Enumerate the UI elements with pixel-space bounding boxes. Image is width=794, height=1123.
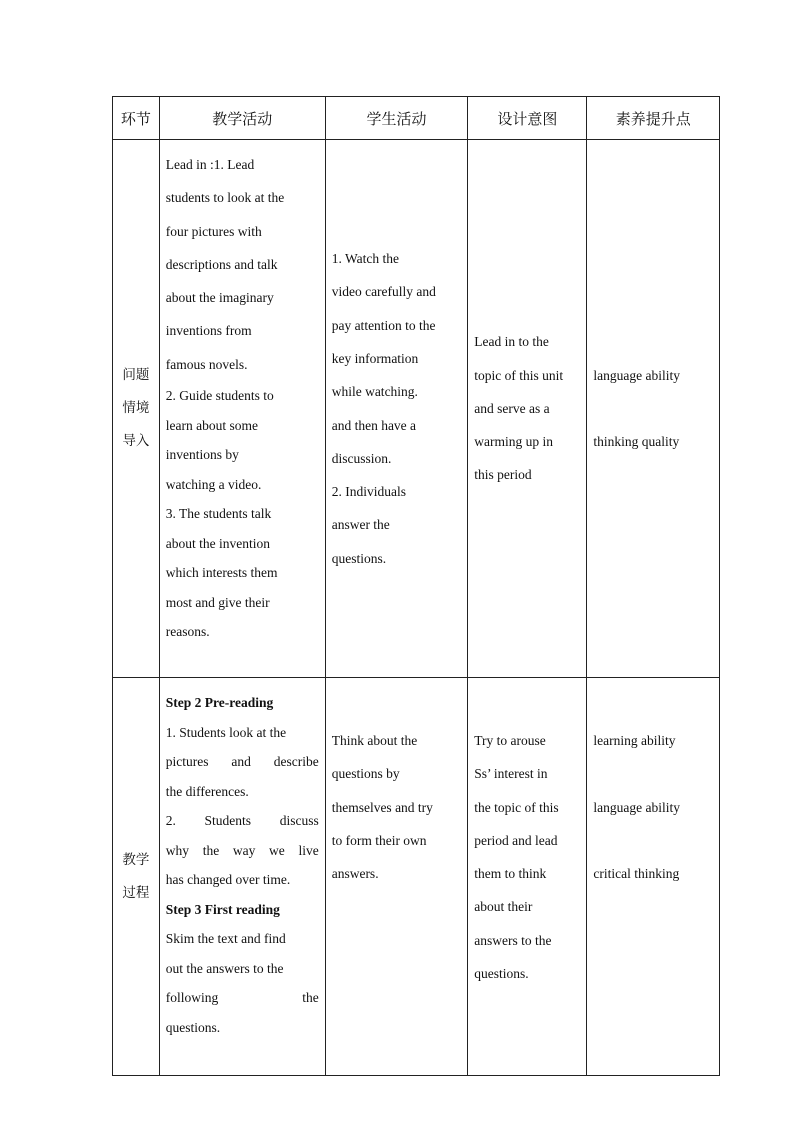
text-line: four pictures with [165,223,262,239]
header-design-intent: 设计意图 [468,97,587,140]
skill-item: thinking quality [593,434,680,449]
spacer [593,824,713,857]
text-line: period and lead [474,832,558,848]
text-line: about the invention [165,535,270,551]
text-line: learn about some [165,417,258,433]
text-line: questions. [474,966,529,982]
text-line: and serve as a [474,400,550,416]
text-line: Think about the [331,733,418,748]
text-line: the differences. [165,783,249,799]
text-line: warming up in [474,434,553,450]
lesson-plan-table [112,96,720,1076]
text-line: pictures and describe [165,754,319,769]
text-line: answers to the [474,932,552,948]
text-line: topic of this unit [474,367,564,383]
stage-cell-process [113,678,160,1076]
text-line: pay attention to the [331,317,436,333]
spacer [593,758,713,791]
text-line: why the way we live [165,842,319,858]
header-row [113,97,720,140]
design-intent-cell-process [468,678,587,1076]
text-line: questions. [165,1019,221,1035]
text-line: them to think [474,866,547,882]
text-line: 3. The students talk [165,506,272,522]
table-row-lead-in [113,140,720,678]
text-line: reasons. [165,624,210,640]
text-line: watching a video. [165,476,262,492]
text-line: Try to arouse [474,733,546,748]
text-line: about their [474,899,533,915]
text-line: has changed over time. [165,872,291,887]
text-line: answer the [331,517,390,533]
header-teacher-activity: 教学活动 [159,97,325,140]
text-line: questions by [331,766,400,782]
text-line: Ss’ interest in [474,766,548,782]
text-line: video carefully and [331,284,436,300]
skill-item: language ability [593,367,681,383]
text-line: 2. Guide students to [165,388,274,404]
text-line: 1. Watch the [331,251,399,267]
step-title: Step 3 First reading [165,901,280,917]
text-line: questions. [331,550,387,566]
text-line: Lead in to the [474,334,549,350]
text-line: descriptions and talk [165,256,278,272]
skills-cell-lead-in [587,140,720,678]
skill-item: language ability [593,799,681,815]
text-line: out the answers to the [165,960,284,976]
student-activity-cell-process [325,678,468,1076]
text-line: discussion. [331,450,392,466]
text-line: 2. Students discuss [165,813,319,828]
text-line: following the [165,990,319,1005]
text-line: Skim the text and find [165,931,286,946]
stage-cell-lead-in [113,140,160,678]
stage-line: 问题 [122,367,150,383]
design-intent-cell-lead-in [468,140,587,678]
text-line: this period [474,467,532,483]
step-title: Step 2 Pre-reading [165,695,274,710]
teacher-activity-cell-lead-in [159,140,325,678]
text-line: inventions by [165,447,239,463]
text-line: which interests them [165,565,278,581]
skill-item: critical thinking [593,866,680,881]
stage-line: 过程 [122,884,150,901]
stage-line: 情境 [122,400,150,416]
text-line: while watching. [331,384,418,400]
stage-line: 教学 [122,851,150,868]
text-line: the topic of this [474,799,559,815]
text-line: about the imaginary [165,290,274,306]
text-line: students to look at the [165,190,285,206]
student-activity-cell-lead-in [325,140,468,678]
header-stage: 环节 [113,97,160,140]
text-line: themselves and try [331,799,433,815]
teacher-activity-cell-process [159,678,325,1076]
text-line: 2. Individuals [331,484,406,500]
text-line: and then have a [331,417,417,433]
text-line: to form their own [331,832,427,848]
text-line: key information [331,350,419,366]
stage-line: 导入 [122,433,150,449]
text-line: inventions from [165,323,252,339]
text-line: most and give their [165,594,270,610]
text-line: famous novels. [165,356,248,372]
header-student-activity: 学生活动 [325,97,468,140]
text-line: 1. Students look at the [165,724,287,740]
text-line: answers. [331,866,379,882]
spacer [593,392,713,425]
table-row-process [113,678,720,1076]
header-skills: 素养提升点 [587,97,720,140]
text-line: Lead in :1. Lead [165,157,255,172]
skill-item: learning ability [593,733,676,748]
skills-cell-process [587,678,720,1076]
